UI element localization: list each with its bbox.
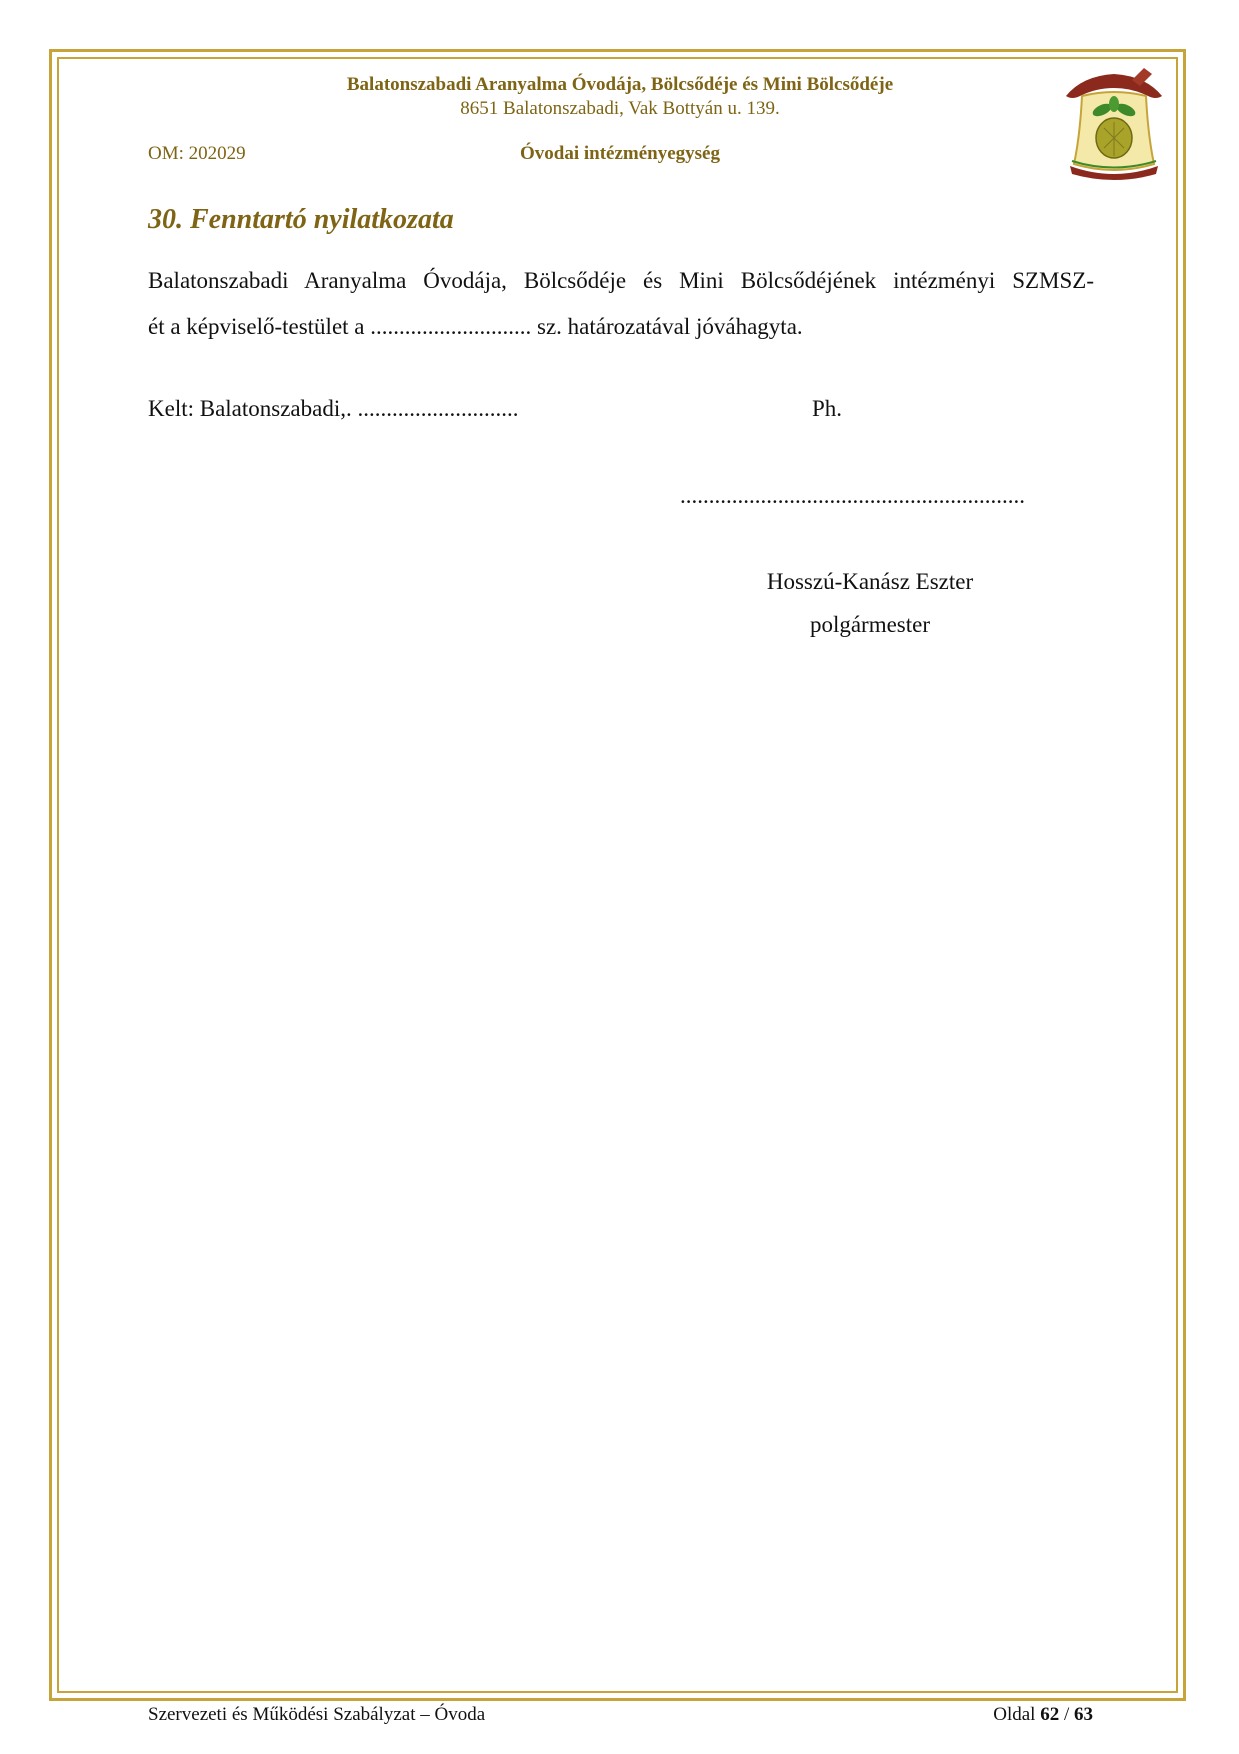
stamp-label: Ph. (812, 396, 843, 421)
kindergarten-logo (1062, 66, 1166, 184)
signer-title: polgármester (809, 612, 931, 637)
header-address: 8651 Balatonszabadi, Vak Bottyán u. 139. (460, 98, 780, 119)
signer-name: Hosszú-Kanász Eszter (766, 569, 974, 594)
signature-line: ............................................................ (680, 483, 1025, 508)
section-title: 30. Fenntartó nyilatkozata (148, 204, 454, 235)
body-text-line-2: ét a képviselő-testület a ............................ sz. határozatával jóváhagyta. (148, 314, 803, 339)
page-separator: / (1059, 1704, 1074, 1725)
page-prefix: Oldal (993, 1704, 1041, 1725)
body-text-line-1: Balatonszabadi Aranyalma Óvodája, Bölcsődéje és Mini Bölcsődéjének intézményi SZMSZ- (148, 268, 1094, 293)
footer-page-number (993, 1704, 1093, 1726)
date-line: Kelt: Balatonszabadi,. ............................ (148, 396, 519, 421)
header-om-id: OM: 202029 (148, 143, 246, 164)
footer-document-title: Szervezeti és Működési Szabályzat – Óvoda (148, 1704, 486, 1725)
page-current: 62 (1040, 1704, 1060, 1725)
header-unit: Óvodai intézményegység (519, 143, 720, 164)
page-total: 63 (1074, 1704, 1093, 1725)
header-institution-name: Balatonszabadi Aranyalma Óvodája, Bölcsődéje és Mini Bölcsődéje (346, 74, 894, 95)
